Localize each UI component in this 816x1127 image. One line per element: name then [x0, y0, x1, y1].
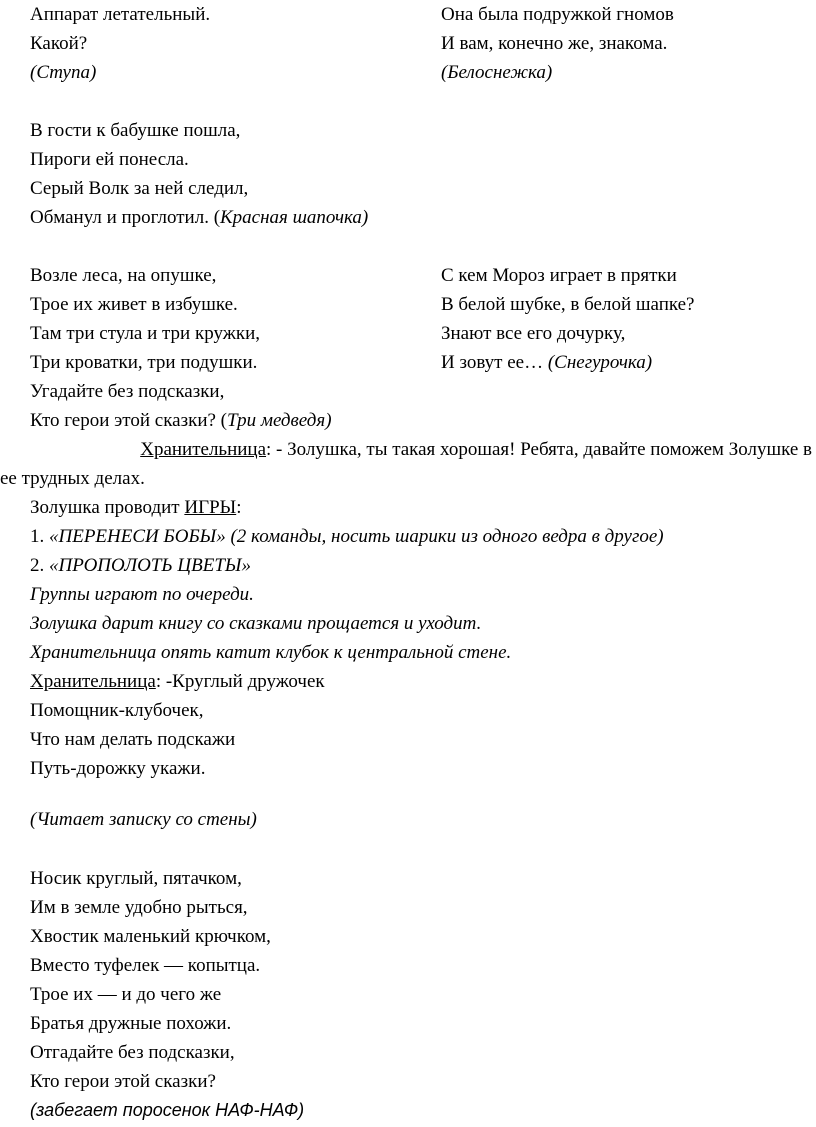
riddle-snegurochka-line-1: С кем Мороз играет в прятки	[441, 265, 677, 286]
riddle-snowwhite-line-1: Она была подружкой гномов	[441, 4, 674, 25]
game-1-name: «ПЕРЕНЕСИ БОБЫ»	[49, 526, 226, 547]
riddle-bears-line-3: Там три стула и три кружки,	[30, 323, 260, 344]
riddle-snowwhite-answer: (Белоснежка)	[441, 62, 553, 83]
keeper-speech-2-line-3: Что нам делать подскажи	[30, 729, 236, 750]
keeper-speech-line-1: Хранительница: - Золушка, ты такая хорошая! Ребята, давайте поможем Золушке в	[140, 439, 812, 460]
keeper-speech-2-line-1: Хранительница: -Круглый дружочек	[30, 671, 325, 692]
keeper-speech-2-line-2: Помощник-клубочек,	[30, 700, 204, 721]
riddle-piglets-line-1: Носик круглый, пятачком,	[30, 868, 242, 889]
speaker-keeper-2: Хранительница	[30, 671, 156, 692]
riddle-bears-line-2: Трое их живет в избушке.	[30, 294, 238, 315]
riddle-bears-line-5: Угадайте без подсказки,	[30, 381, 225, 402]
games-title: ИГРЫ	[184, 497, 237, 518]
stage-note-2: Золушка дарит книгу со сказками прощается и уходит.	[30, 613, 482, 634]
riddle-piglets-line-2: Им в земле удобно рыться,	[30, 897, 248, 918]
riddle-piglets-line-4: Вместо туфелек — копытца.	[30, 955, 261, 976]
riddle-snegurochka-line-3: Знают все его дочурку,	[441, 323, 626, 344]
riddle-redhood-line-1: В гости к бабушке пошла,	[30, 120, 241, 141]
game-1: 1. «ПЕРЕНЕСИ БОБЫ» (2 команды, носить шарики из одного ведра в другое)	[30, 526, 664, 547]
riddle-stupa-line-1: Аппарат летательный.	[30, 4, 211, 25]
keeper-speech-line-2: ее трудных делах.	[0, 468, 145, 489]
riddle-snowwhite-line-2: И вам, конечно же, знакома.	[441, 33, 668, 54]
stage-note-3: Хранительница опять катит клубок к центральной стене.	[30, 642, 512, 663]
speaker-keeper: Хранительница	[140, 439, 267, 460]
game-2: 2. «ПРОПОЛОТЬ ЦВЕТЫ»	[30, 555, 251, 576]
riddle-bears-answer: Три медведя)	[227, 410, 332, 431]
riddle-snegurochka-line-2: В белой шубке, в белой шапке?	[441, 294, 695, 315]
riddle-snegurochka-line-4: И зовут ее… (Снегурочка)	[441, 352, 653, 373]
riddle-stupa-line-2: Какой?	[30, 33, 88, 54]
riddle-piglets-line-6: Братья дружные похожи.	[30, 1013, 232, 1034]
games-heading: Золушка проводит ИГРЫ:	[30, 497, 242, 518]
stage-note-1: Группы играют по очереди.	[30, 584, 254, 605]
riddle-piglets-line-3: Хвостик маленький крючком,	[30, 926, 271, 947]
riddle-bears-line-6: Кто герои этой сказки? (Три медведя)	[30, 410, 332, 431]
game-2-name: «ПРОПОЛОТЬ ЦВЕТЫ»	[49, 555, 251, 576]
riddle-snegurochka-answer: (Снегурочка)	[547, 352, 653, 373]
riddle-redhood-line-2: Пироги ей понесла.	[30, 149, 189, 170]
riddle-stupa-answer: (Ступа)	[30, 62, 97, 83]
riddle-redhood-line-4: Обманул и проглотил. (Красная шапочка)	[30, 207, 369, 228]
riddle-bears-line-4: Три кроватки, три подушки.	[30, 352, 258, 373]
game-1-description: (2 команды, носить шарики из одного ведра в другое)	[225, 526, 664, 547]
riddle-piglets-line-7: Отгадайте без подсказки,	[30, 1042, 235, 1063]
riddle-piglets-line-5: Трое их — и до чего же	[30, 984, 222, 1005]
stage-note-reads: (Читает записку со стены)	[30, 809, 257, 830]
keeper-speech-2-line-4: Путь-дорожку укажи.	[30, 758, 206, 779]
riddle-redhood-answer: Красная шапочка)	[220, 207, 369, 228]
riddle-bears-line-1: Возле леса, на опушке,	[30, 265, 217, 286]
stage-note-final: (забегает поросенок НАФ-НАФ)	[30, 1100, 305, 1120]
riddle-piglets-line-8: Кто герои этой сказки?	[30, 1071, 216, 1092]
riddle-redhood-line-3: Серый Волк за ней следил,	[30, 178, 249, 199]
